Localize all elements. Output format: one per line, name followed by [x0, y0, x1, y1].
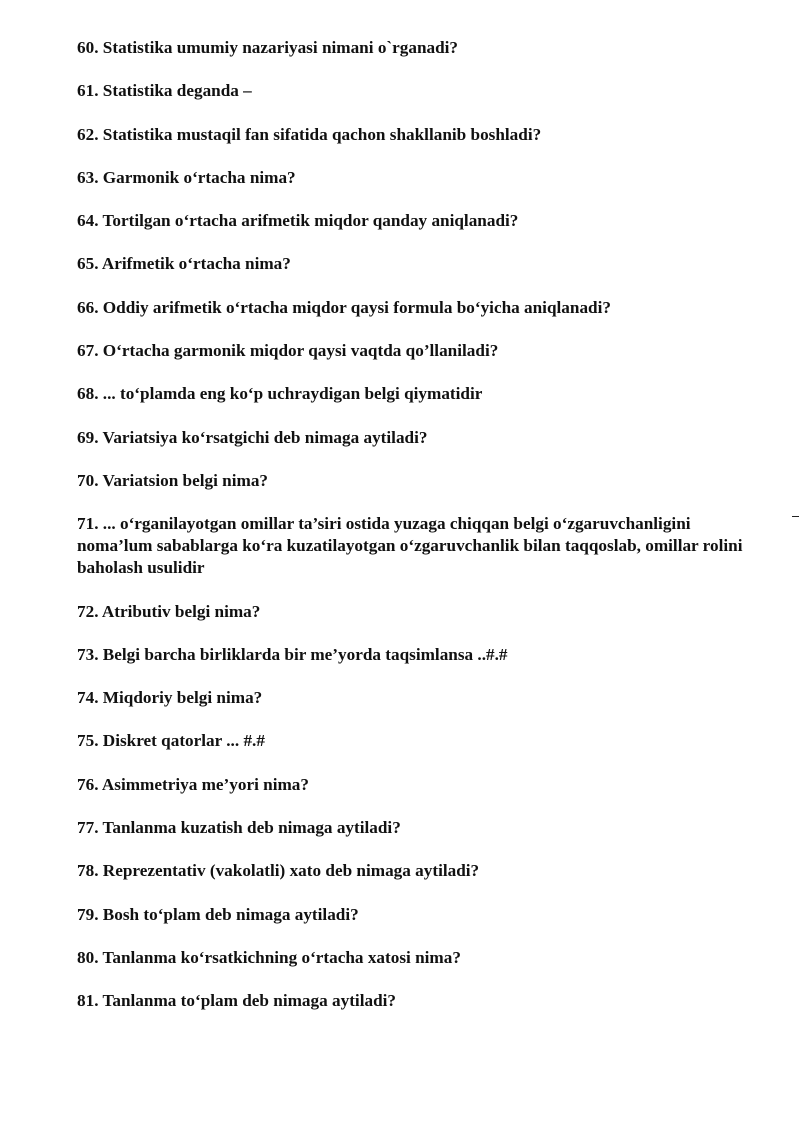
question-number: 81. — [77, 991, 99, 1011]
question-text: Statistika umumiy nazariyasi nimani o`rganadi? — [102, 38, 459, 57]
question-number: 71. — [77, 514, 99, 534]
question-item — [77, 253, 767, 275]
question-text: Variatsion belgi nima? — [102, 470, 269, 490]
question-number: 63. — [77, 167, 99, 187]
question-number: 79. — [77, 904, 99, 924]
question-number: 60. — [77, 38, 99, 57]
question-text: Tanlanma to‘plam deb nimaga aytiladi? — [102, 991, 396, 1011]
question-text: Oddiy arifmetik o‘rtacha miqdor qaysi formula bo‘yicha aniqlanadi? — [102, 297, 611, 317]
question-item — [77, 210, 767, 232]
question-item — [77, 687, 767, 709]
question-item — [77, 644, 767, 666]
question-number: 64. — [77, 211, 99, 231]
question-number: 77. — [77, 818, 99, 838]
question-item — [77, 860, 767, 882]
question-text: Bosh to‘plam deb nimaga aytiladi? — [102, 904, 359, 924]
question-text: Tanlanma ko‘rsatkichning o‘rtacha xatosi nima? — [102, 947, 461, 967]
question-number: 61. — [77, 81, 99, 101]
question-item — [77, 990, 767, 1012]
question-item — [77, 513, 767, 579]
question-number: 70. — [77, 470, 99, 490]
question-item — [77, 383, 767, 405]
question-number: 78. — [77, 861, 99, 881]
question-item — [77, 947, 767, 969]
question-item — [77, 37, 767, 59]
question-text: Belgi barcha birliklarda bir me’yorda taqsimlansa ..#.# — [102, 644, 508, 664]
question-text: Tortilgan o‘rtacha arifmetik miqdor qanday aniqlanadi? — [102, 211, 519, 231]
question-text: Statistika deganda – — [102, 81, 252, 101]
question-item — [77, 80, 767, 102]
question-number: 76. — [77, 774, 99, 794]
question-item — [77, 470, 767, 492]
margin-dash-mark — [792, 516, 799, 517]
question-text: Atributiv belgi nima? — [101, 601, 261, 621]
question-item — [77, 124, 767, 146]
question-number: 73. — [77, 644, 99, 664]
question-number: 68. — [77, 384, 99, 404]
question-text: Garmonik o‘rtacha nima? — [102, 167, 296, 187]
question-text: Miqdoriy belgi nima? — [102, 688, 263, 708]
question-text: ... o‘rganilayotgan omillar ta’siri ostida yuzaga chiqqan belgi o‘zgaruvchanligini noma’lum sabablarga ko‘ra kuzatilayotgan o‘zgaruvchanlik bilan taqqoslab, omillar rolini baholash usulidir — [77, 514, 743, 578]
question-number: 80. — [77, 947, 99, 967]
question-number: 66. — [77, 297, 99, 317]
question-number: 69. — [77, 427, 99, 447]
question-item — [77, 297, 767, 319]
question-item — [77, 817, 767, 839]
question-text: Diskret qatorlar ... #.# — [102, 731, 265, 751]
question-number: 74. — [77, 688, 99, 708]
question-text: ... to‘plamda eng ko‘p uchraydigan belgi qiymatidir — [102, 384, 483, 404]
question-text: Arifmetik o‘rtacha nima? — [101, 254, 291, 274]
question-number: 67. — [77, 341, 99, 361]
question-list — [77, 37, 767, 1034]
question-item — [77, 730, 767, 752]
question-number: 75. — [77, 731, 99, 751]
question-item — [77, 427, 767, 449]
question-number: 65. — [77, 254, 99, 274]
question-number: 62. — [77, 124, 99, 144]
question-text: O‘rtacha garmonik miqdor qaysi vaqtda qo’llaniladi? — [102, 341, 499, 361]
question-text: Tanlanma kuzatish deb nimaga aytiladi? — [102, 818, 401, 838]
question-number: 72. — [77, 601, 99, 621]
question-item — [77, 340, 767, 362]
question-item — [77, 167, 767, 189]
question-text: Reprezentativ (vakolatli) xato deb nimaga aytiladi? — [102, 861, 480, 881]
question-item — [77, 601, 767, 623]
question-item — [77, 904, 767, 926]
question-text: Variatsiya ko‘rsatgichi deb nimaga aytiladi? — [102, 427, 428, 447]
question-text: Statistika mustaqil fan sifatida qachon shakllanib boshladi? — [102, 124, 542, 144]
question-item — [77, 774, 767, 796]
question-text: Asimmetriya me’yori nima? — [101, 774, 309, 794]
